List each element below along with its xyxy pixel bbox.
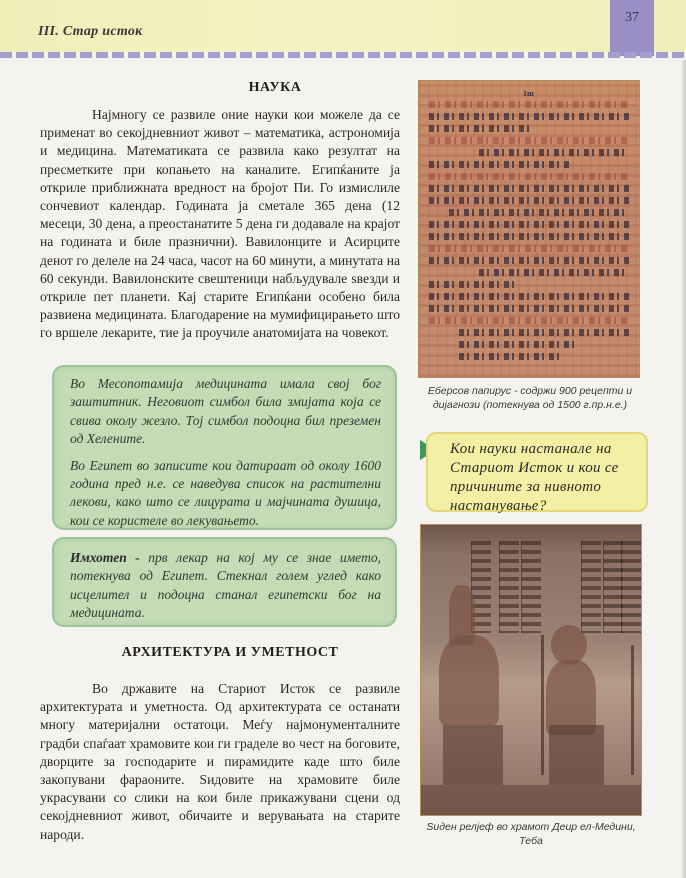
medicine-callout (52, 365, 397, 530)
papyrus-page-mark: 1ш (523, 89, 534, 98)
imhotep-callout (52, 537, 397, 627)
medicine-callout-egypt: Во Египет во записите кои датираат од околу 1600 година пред н.е. се наведува список на растителни лекови, како што се лицурата и мајчината душица, кои се користеле во лекувањето. (70, 457, 381, 528)
review-question-text: Кои науки настанале на Стариот Исток и кои се причините за нивното настанување? (450, 441, 619, 514)
relief-caption: Ѕиден релјеф во храмот Деир ел-Медини, Теба (426, 821, 636, 847)
page-number: 37 (625, 10, 639, 25)
page-number-tab (610, 0, 654, 56)
papyrus-caption: Еберсов папирус - содржи 900 рецепти и дијагнози (потекнува од 1500 г.пр.н.е.) (427, 385, 633, 411)
imhotep-description: прв лекар на кој му се знае името, потекнува од Египет. Стекнал голем углед како исцелител и подоцна станал египетски бог на медицината. (70, 550, 381, 621)
chapter-title: III. Стар исток (38, 24, 143, 39)
review-question-box (426, 432, 648, 512)
medicine-callout-mesopotamia: Во Месопотамија медицината имала свој бог заштитник. Неговиот симбол била змијата која се свива околу жезло. Тој симбол подоцна бил преземен од Хелените. (70, 376, 381, 447)
imhotep-term: Имхотеп - (70, 550, 140, 565)
architecture-paragraph: Во државите на Стариот Исток се развиле архитектурата и уметноста. Од архитектурата се останати многу материјални остатоци. Меѓу најмонументалните градби спаѓаат храмовите кои ги граделе во чест на боговите, дворците за господарите и пирамидите каде што биле закопувани фараоните. Ѕидовите на храмовите биле украсувани со слики на кои биле прикажувани сцени од секојдневниот живот, обичаите и верувањата на старите народи. (40, 681, 400, 842)
science-heading: НАУКА (248, 80, 302, 95)
dashed-divider (0, 52, 686, 58)
imhotep-text (70, 549, 381, 623)
science-paragraph: Најмногу се развиле оние науки кои можеле да се применат во секојдневниот живот – математика, астрономија и медицина. Математиката се развила како резултат на пресметките при копањето на каналите. Египќаните ја откриле приближната вредност на бројот Пи. Го измислиле сончевиот календар. Годината ја сметале 365 дена (12 месеци, 30 дена, а преостанатите 5 дена ги додавале на крајот на годината и биле празнични). Вавилонците и Асирците денот го делеле на 24 часа, часот на 60 минути, а минутата на 60 секунди. Вавилонските свештеници набљудувале ѕвезди и откриле пет планети. Кај старите Египќани особено била развиена медицината. Благодарение на мумифицирањето што го вршеле лекарите, тие ја проучиле анатомијата на човекот. (40, 107, 400, 341)
temple-relief-image (420, 524, 642, 816)
page-edge-shadow (682, 60, 686, 878)
architecture-heading: АРХИТЕКТУРА И УМЕТНОСТ (121, 645, 339, 660)
ebers-papyrus-image (418, 80, 640, 378)
